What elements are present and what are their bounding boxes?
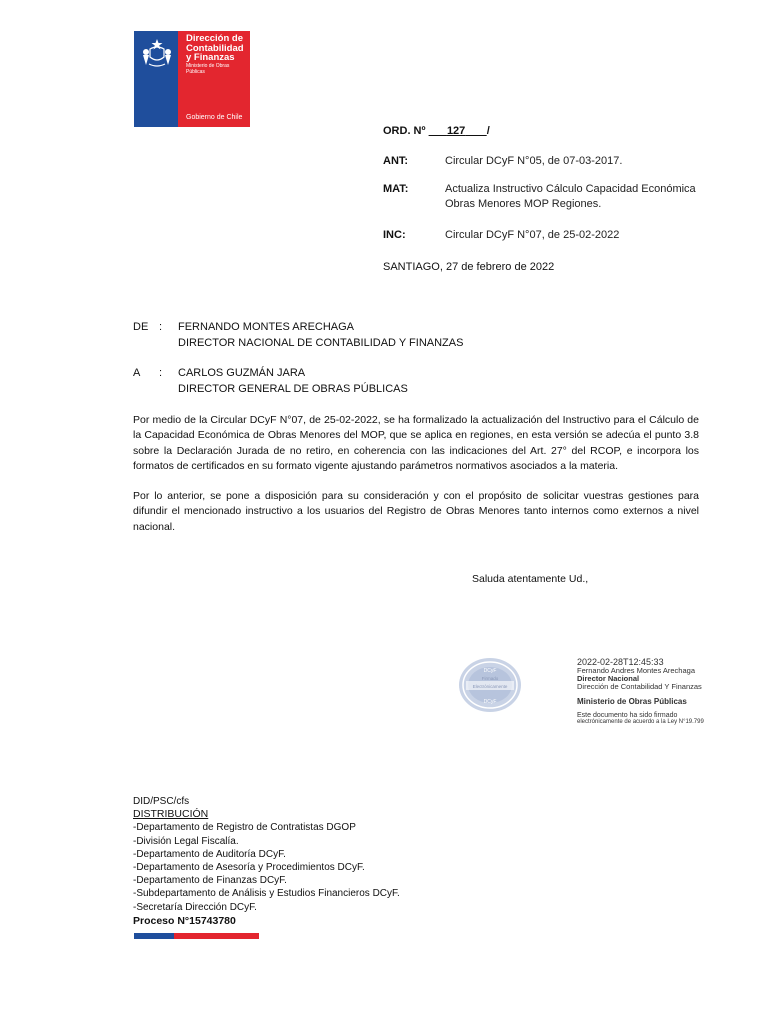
- ord-line: ORD. Nº 127 /: [383, 125, 490, 137]
- place-date: SANTIAGO, 27 de febrero de 2022: [383, 261, 555, 273]
- reference-initials: DID/PSC/cfs: [133, 796, 190, 807]
- signature-notice-2: electrónicamente de acuerdo a la Ley N°19.799: [577, 719, 704, 725]
- logo-footer: Gobierno de Chile: [186, 114, 243, 121]
- seal-middle-text-2: Electrónicamente: [472, 684, 508, 689]
- electronic-signature-seal: [458, 657, 522, 713]
- inc-value: Circular DCyF N°07, de 25-02-2022: [445, 229, 620, 241]
- closing-line: Saluda atentamente Ud.,: [472, 573, 589, 585]
- signature-unit: Dirección de Contabilidad Y Finanzas: [577, 682, 702, 691]
- ant-value: Circular DCyF N°05, de 07-03-2017.: [445, 155, 623, 167]
- distribution-item: -Departamento de Asesoría y Procedimientos DCyF.: [133, 862, 365, 874]
- distribution-item: -Departamento de Registro de Contratistas DGOP: [133, 822, 356, 834]
- from-label: DE: [133, 321, 149, 333]
- distribution-item: -Departamento de Finanzas DCyF.: [133, 875, 287, 887]
- logo-subtitle: Ministerio de Obras Públicas: [186, 63, 230, 75]
- seal-bottom-text: DCyF: [483, 699, 497, 705]
- signature-role: Director Nacional: [577, 674, 640, 683]
- to-colon: :: [159, 367, 163, 379]
- to-title: DIRECTOR GENERAL DE OBRAS PÚBLICAS: [178, 383, 408, 395]
- body-paragraph-2: Por lo anterior, se pone a disposición para su consideración y con el propósito de solicitar vuestras gestiones para difundir el mencionado instructivo a los usuarios del Registro de Obras Menores tanto internos como externos a nivel nacional.: [133, 490, 699, 533]
- coat-of-arms-icon: [137, 35, 177, 69]
- seal-middle-text-1: Firmado: [481, 676, 499, 681]
- signature-ministry: Ministerio de Obras Públicas: [577, 697, 687, 706]
- ord-number: [429, 125, 487, 137]
- process-number: Proceso N°15743780: [133, 914, 236, 927]
- footer-bar-blue: [134, 933, 174, 939]
- distribution-heading: DISTRIBUCIÓN: [133, 808, 209, 821]
- from-title: DIRECTOR NACIONAL DE CONTABILIDAD Y FINANZAS: [178, 337, 464, 349]
- from-colon: :: [159, 321, 163, 333]
- footer-bar-red: [174, 933, 259, 939]
- to-name: CARLOS GUZMÁN JARA: [178, 367, 306, 379]
- mat-value-line-2: Obras Menores MOP Regiones.: [445, 198, 602, 210]
- signature-timestamp: 2022-02-28T12:45:33: [577, 657, 664, 667]
- distribution-block: [133, 795, 400, 928]
- institution-logo: [134, 31, 250, 127]
- body-paragraph-1: Por medio de la Circular DCyF N°07, de 25-02-2022, se ha formalizado la actualización del Instructivo para el Cálculo de la Capacidad Económica de Obras Menores del MOP, que se aplica en regiones, en esta versión se adecúa el punto 3.8 sobre la Declaración Jurada de no retiro, en coherencia con las indicaciones del Art. 27° del RCOP, e incorpora los formatos de certificados en su formato vigente ajustando parámetros normativos asociados a la materia.: [133, 414, 699, 472]
- distribution-item: -Departamento de Auditoría DCyF.: [133, 848, 286, 860]
- ord-number-value: 127: [446, 125, 466, 137]
- distribution-item: -División Legal Fiscalía.: [133, 835, 239, 847]
- logo-title: Dirección de Contabilidad y Finanzas: [186, 33, 244, 63]
- to-label: A: [133, 367, 141, 379]
- signature-notice-1: Este documento ha sido firmado: [577, 712, 678, 719]
- distribution-item: -Secretaría Dirección DCyF.: [133, 901, 257, 913]
- from-name: FERNANDO MONTES ARECHAGA: [178, 321, 355, 333]
- logo-blue-panel: [134, 31, 178, 127]
- signature-signer: Fernando Andres Montes Arechaga: [577, 666, 695, 675]
- seal-top-text: DCyF: [483, 668, 497, 674]
- ant-label: ANT:: [383, 155, 409, 167]
- ord-label: ORD. Nº: [383, 125, 426, 137]
- inc-label: INC:: [383, 229, 406, 241]
- signature-block: [577, 657, 757, 725]
- mat-label: MAT:: [383, 183, 409, 195]
- distribution-item: -Subdepartamento de Análisis y Estudios Financieros DCyF.: [133, 888, 400, 900]
- mat-value-line-1: Actualiza Instructivo Cálculo Capacidad Económica: [445, 183, 696, 195]
